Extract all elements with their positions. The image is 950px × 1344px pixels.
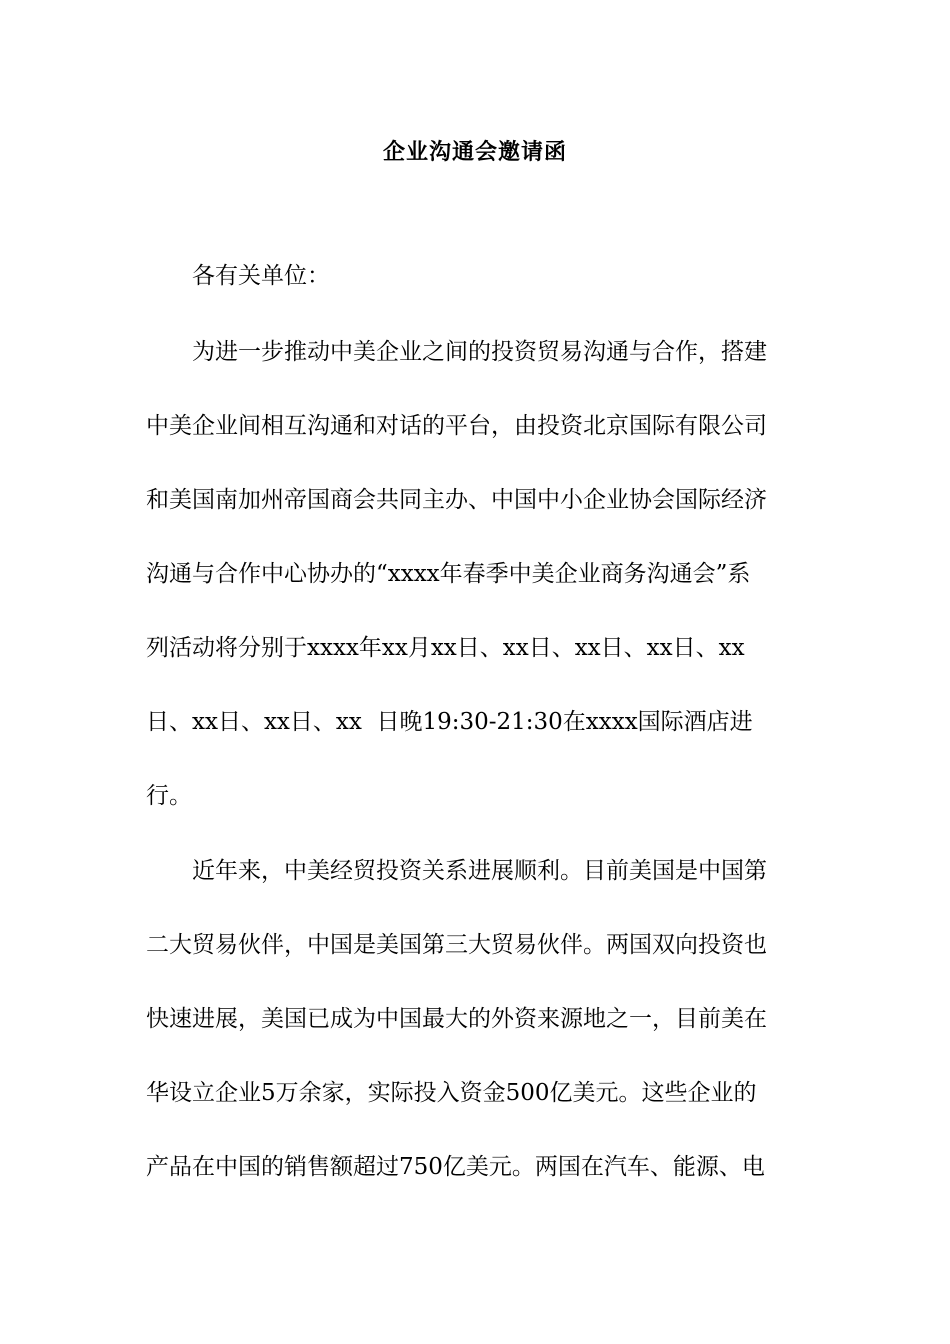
paragraph-line: 沟通与合作中心协办的“xxxx年春季中美企业商务沟通会”系: [146, 561, 751, 587]
document-title: 企业沟通会邀请函: [382, 140, 567, 165]
paragraph-line: 华设立企业5万余家，实际投入资金500亿美元。这些企业的: [146, 1080, 757, 1106]
paragraph-line: 和美国南加州帝国商会共同主办、中国中小企业协会国际经济: [146, 487, 767, 513]
paragraph-line: 产品在中国的销售额超过750亿美元。两国在汽车、能源、电: [146, 1154, 765, 1180]
paragraph-line: 中美企业间相互沟通和对话的平台，由投资北京国际有限公司: [146, 413, 767, 439]
paragraph-line: 快速进展，美国已成为中国最大的外资来源地之一，目前美在: [146, 1006, 767, 1032]
salutation: 各有关单位：: [192, 263, 330, 289]
paragraph-line: 日、xx日、xx日、xx 日晚19:30-21:30在xxxx国际酒店进: [146, 709, 753, 735]
paragraph-line: 二大贸易伙伴，中国是美国第三大贸易伙伴。两国双向投资也: [146, 932, 767, 958]
paragraph-line: 为进一步推动中美企业之间的投资贸易沟通与合作，搭建: [192, 339, 767, 365]
paragraph-line: 近年来，中美经贸投资关系进展顺利。目前美国是中国第: [192, 858, 767, 884]
paragraph-line: 行。: [146, 783, 192, 809]
paragraph-line: 列活动将分别于xxxx年xx月xx日、xx日、xx日、xx日、xx: [146, 635, 745, 661]
